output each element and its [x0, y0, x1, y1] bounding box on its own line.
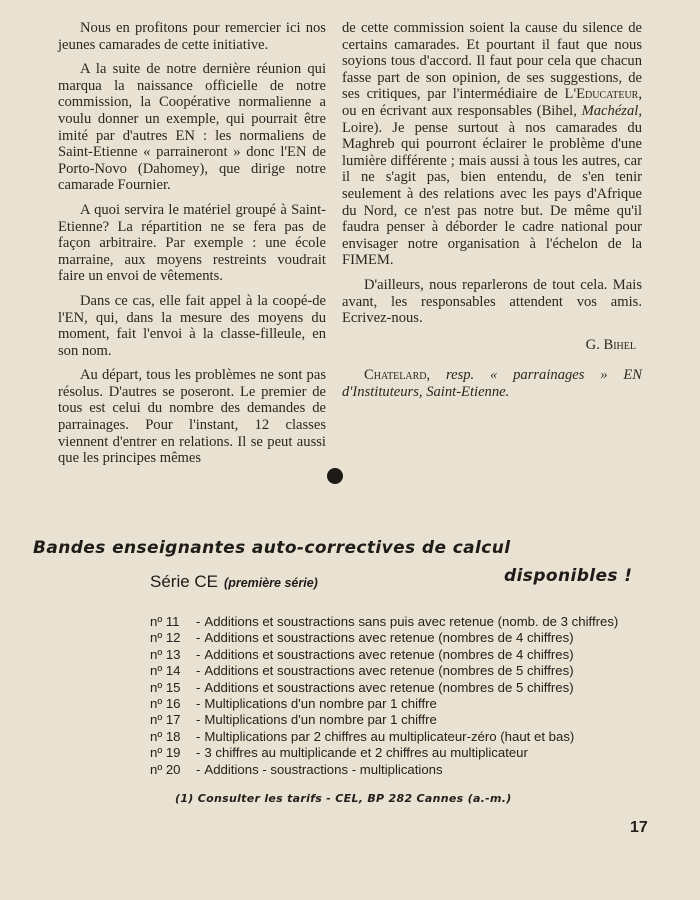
ad-series	[150, 572, 318, 592]
text-run: , Loire). Je pense surtout à nos camarades du Maghreb qui pourront éclairer le problème d'une lumière différente ; mais aussi à tous les autres, car il ne s'agit pas, bien entendu, de s'en tenir seulement à des relations avec les pays d'Afrique du Nord, ce n'est pas notre but. De même qu'il faudra penser à déborder le cadre national pour envisager notre organisation à l'échelon de la FIMEM.	[342, 102, 642, 269]
item-text: Multiplications par 2 chiffres au multiplicateur-zéro (haut et bas)	[204, 728, 575, 744]
item-number: nº 18	[150, 728, 181, 744]
list-item: nº 16 - Multiplications d'un nombre par 1 chiffre	[150, 696, 437, 712]
paragraph: A la suite de notre dernière réunion qui marqua la naissance officielle de notre commission, la Coopérative normalienne a voulu donner un exemple, qui pourrait être imité par d'autres EN : les normaliens de Saint-Etienne « parraineront » donc l'EN de Porto-Novo (Dahomey), que dirige notre camarade Fournier.	[58, 61, 326, 194]
responsible-text: resp. « parrainages » EN d'Instituteurs, Saint-Etienne.	[342, 367, 642, 400]
text-run: , ou en écrivant aux responsables (Bihel,	[342, 86, 642, 119]
signature: G. Bihel	[585, 336, 636, 353]
paragraph: Nous en profitons pour remercier ici nos jeunes camarades de cette initiative.	[58, 20, 326, 53]
list-item: nº 11 - Additions et soustractions sans puis avec retenue (nomb. de 3 chiffres)	[150, 614, 619, 629]
item-number: nº 16	[150, 696, 181, 712]
list-item: nº 20 - Additions - soustractions - multiplications	[150, 761, 443, 777]
list-item: nº 13 - Additions et soustractions avec retenue (nombres de 4 chiffres)	[150, 646, 574, 662]
text-run: de cette commission soient la cause du silence de certains camarades. Et pourtant il faut que nous soyions tous d'accord. Il faut pour cela que chacun fasse part de son opinion, de ses suggestions, de ses critiques, par l'intermédiaire de	[342, 20, 642, 103]
list-item: nº 12 - Additions et soustractions avec retenue (nombres de 4 chiffres)	[150, 630, 574, 646]
article-left-column	[58, 20, 326, 467]
ad-available: disponibles !	[504, 566, 633, 586]
responsible-name: Chatelard,	[364, 367, 431, 384]
item-text: Additions et soustractions sans puis avec retenue (nomb. de 3 chiffres)	[204, 614, 619, 629]
paragraph	[342, 20, 642, 269]
list-item: nº 15 - Additions et soustractions avec retenue (nombres de 5 chiffres)	[150, 679, 574, 695]
list-item: nº 19 - 3 chiffres au multiplicande et 2 chiffres au multiplicateur	[150, 745, 528, 761]
paragraph: D'ailleurs, nous reparlerons de tout cela. Mais avant, les responsables attendent vos amis. Ecrivez-nous.	[342, 276, 642, 327]
item-text: Additions - soustractions - multiplications	[204, 761, 443, 777]
item-text: Additions et soustractions avec retenue (nombres de 5 chiffres)	[204, 679, 574, 695]
publication-name: L'Educateur	[564, 86, 639, 103]
item-text: 3 chiffres au multiplicande et 2 chiffres au multiplicateur	[204, 745, 528, 761]
responsible-line	[342, 367, 642, 400]
series-subtitle: (première série)	[224, 576, 318, 590]
person-name: Machézal	[581, 102, 639, 119]
list-item: nº 17 - Multiplications d'un nombre par 1 chiffre	[150, 712, 437, 728]
section-bullet	[327, 468, 343, 484]
paragraph: Dans ce cas, elle fait appel à la coopé-de l'EN, qui, dans la mesure des moyens du moment, fait l'envoi à la classe-filleule, en son nom.	[58, 292, 326, 359]
item-number: nº 15	[150, 679, 181, 695]
ad-title: Bandes enseignantes auto-correctives de calcul	[33, 538, 511, 558]
item-number: nº 12	[150, 630, 181, 646]
item-number: nº 19	[150, 745, 181, 761]
paragraph: Au départ, tous les problèmes ne sont pas résolus. D'autres se poseront. Le premier de tous est celui du nombre des demandes de parrainages. Pour l'instant, 12 classes viennent d'entrer en relations. Il se peut aussi que les principes mêmes	[58, 367, 326, 467]
item-number: nº 13	[150, 646, 181, 662]
ad-footer-note: (1) Consulter les tarifs - CEL, BP 282 Cannes (a.-m.)	[175, 792, 512, 805]
item-text: Additions et soustractions avec retenue (nombres de 4 chiffres)	[204, 630, 574, 646]
paragraph: A quoi servira le matériel groupé à Saint-Etienne? La répartition ne se fera pas de façon arbitraire. Par exemple : une école marraine, aux moyens restreints voudrait faire un envoi de vêtements.	[58, 201, 326, 285]
list-item: nº 14 - Additions et soustractions avec retenue (nombres de 5 chiffres)	[150, 663, 574, 679]
item-text: Multiplications d'un nombre par 1 chiffre	[204, 712, 437, 728]
item-number: nº 17	[150, 712, 181, 728]
series-label: Série CE	[150, 572, 219, 591]
item-text: Additions et soustractions avec retenue (nombres de 5 chiffres)	[204, 663, 574, 679]
item-text: Additions et soustractions avec retenue (nombres de 4 chiffres)	[204, 646, 574, 662]
page-number: 17	[630, 819, 648, 836]
strip-list	[150, 614, 650, 778]
item-number: nº 20	[150, 761, 181, 777]
list-item: nº 18 - Multiplications par 2 chiffres au multiplicateur-zéro (haut et bas)	[150, 728, 575, 744]
article-right-column	[342, 20, 642, 400]
item-text: Multiplications d'un nombre par 1 chiffre	[204, 696, 437, 712]
item-number: nº 14	[150, 663, 181, 679]
item-number: nº 11	[150, 614, 180, 629]
